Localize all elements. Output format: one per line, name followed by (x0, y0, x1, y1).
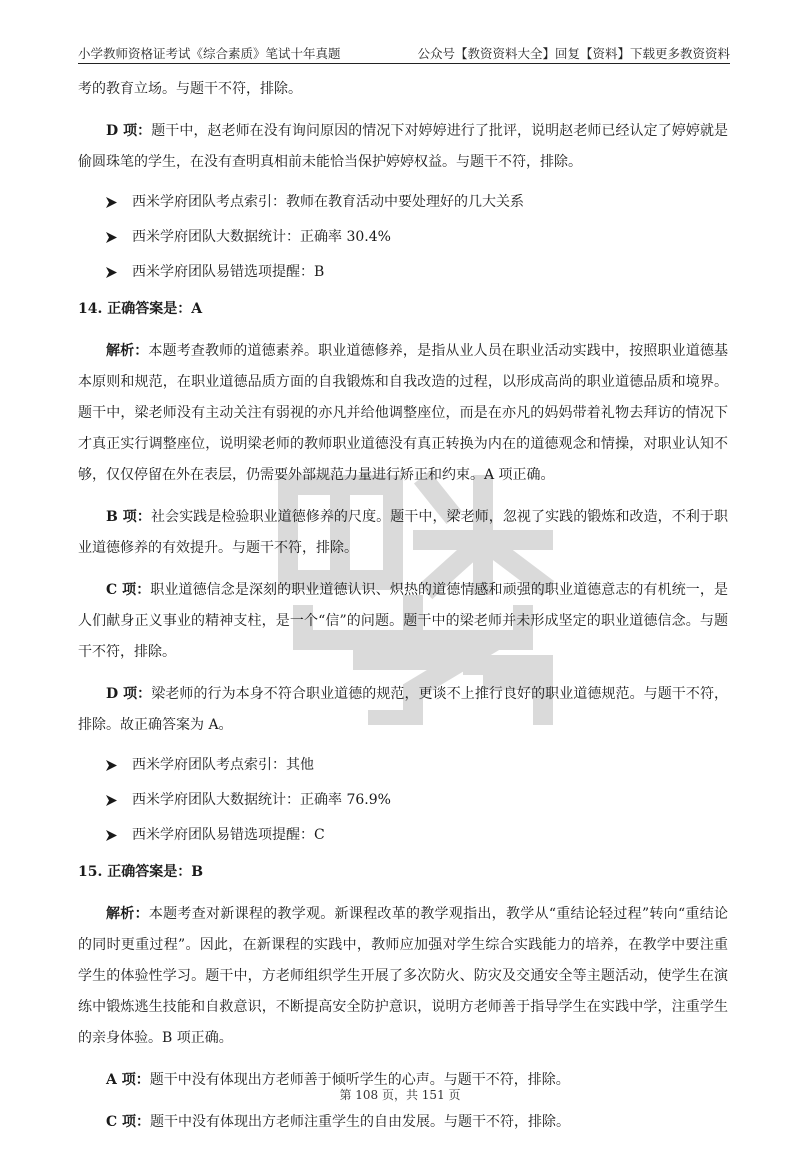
paragraph (78, 116, 728, 178)
page-number: 第 108 页，共 151 页 (339, 1088, 461, 1102)
header-left-title: 小学教师资格证考试《综合素质》笔试十年真题 (78, 46, 341, 61)
option-label: 解析： (106, 906, 149, 922)
paragraph-text: 社会实践是检验职业道德修养的尺度。题干中，梁老师，忽视了实践的锻炼和改造，不利于职业道德修养的有效提升。与题干不符，排除。 (78, 509, 728, 556)
paragraph (78, 899, 728, 1054)
option-label: A 项： (106, 1072, 150, 1088)
bullet-item (78, 224, 728, 250)
bullet-item (78, 787, 728, 813)
bullet-text: 西米学府团队考点索引：其他 (132, 756, 314, 773)
paragraph-text: 梁老师的行为本身不符合职业道德的规范，更谈不上推行良好的职业道德规范。与题干不符，排除。故正确答案为 A。 (78, 686, 729, 733)
bullet-item (78, 752, 728, 778)
bullet-text: 西米学府团队考点索引：教师在教育活动中要处理好的几大关系 (132, 193, 524, 210)
option-label: C 项： (106, 1114, 151, 1130)
document-body (78, 74, 728, 1149)
paragraph-text: 职业道德信念是深刻的职业道德认识、炽热的道德情感和顽强的职业道德意志的有机统一，是人们献身正义事业的精神支柱，是一个“信”的问题。题干中的梁老师并未形成坚定的职业道德信念。与题干不符，排除。 (78, 582, 728, 660)
bullet-item (78, 259, 728, 285)
paragraph-text: 本题考查教师的道德素养。职业道德修养，是指从业人员在职业活动实践中，按照职业道德基本原则和规范，在职业道德品质方面的自我锻炼和自我改造的过程，以形成高尚的职业道德品质和境界。题干中，梁老师没有主动关注有弱视的亦凡并给他调整座位，而是在亦凡的妈妈带着礼物去拜访的情况下才真正实行调整座位，说明梁老师的教师职业道德没有真正转换为内在的道德观念和情操，对职业认知不够，仅仅停留在外在表层，仍需要外部规范力量进行矫正和约束。A 项正确。 (78, 343, 729, 483)
option-label: B 项： (106, 509, 151, 525)
paragraph (78, 502, 728, 564)
bullet-text: 西米学府团队大数据统计：正确率 76.9% (132, 791, 391, 808)
question-answer-heading: 15. 正确答案是：B (78, 864, 204, 880)
bullet-text: 西米学府团队易错选项提醒：C (132, 826, 325, 843)
bullet-text: 西米学府团队大数据统计：正确率 30.4% (132, 228, 391, 245)
page-header (78, 40, 730, 62)
paragraph (78, 336, 728, 491)
paragraph (78, 1107, 728, 1138)
bullet-item (78, 822, 728, 848)
option-label: D 项： (106, 123, 152, 139)
arrowhead-bullet-icon (105, 231, 118, 244)
arrowhead-bullet-icon (105, 759, 118, 772)
paragraph-text: 题干中没有体现出方老师注重学生的自由发展。与题干不符，排除。 (150, 1114, 571, 1130)
bullet-text: 西米学府团队易错选项提醒：B (132, 263, 325, 280)
paragraph-text: 题干中，赵老师在没有询问原因的情况下对婷婷进行了批评，说明赵老师已经认定了婷婷就是偷圆珠笔的学生，在没有查明真相前未能恰当保护婷婷权益。与题干不符，排除。 (78, 123, 729, 170)
paragraph-text: 本题考查对新课程的教学观。新课程改革的教学观指出，教学从“重结论轻过程”转向“重结论的同时更重过程”。因此，在新课程的实践中，教师应加强对学生综合实践能力的培养，在教学中要注重学生的体验性学习。题干中，方老师组织学生开展了多次防火、防灾及交通安全等主题活动，使学生在演练中锻炼逃生技能和自救意识，不断提高安全防护意识，说明方老师善于指导学生在实践中学，注重学生的亲身体验。B 项正确。 (78, 906, 728, 1046)
arrowhead-bullet-icon (105, 266, 118, 279)
paragraph (78, 74, 728, 105)
question-answer-heading: 14. 正确答案是：A (78, 301, 203, 317)
paragraph-text: 考的教育立场。与题干不符，排除。 (78, 81, 302, 97)
paragraph-text: 题干中没有体现出方老师善于倾听学生的心声。与题干不符，排除。 (149, 1072, 570, 1088)
arrowhead-bullet-icon (105, 196, 118, 209)
option-label: D 项： (106, 686, 152, 702)
paragraph (78, 575, 728, 668)
option-label: C 项： (106, 582, 151, 598)
paragraph (78, 679, 728, 741)
header-right-note: 公众号【教资资料大全】回复【资料】下载更多教资资料 (417, 46, 730, 61)
header-divider (78, 63, 730, 64)
option-label: 解析： (106, 343, 149, 359)
arrowhead-bullet-icon (105, 829, 118, 842)
bullet-item (78, 189, 728, 215)
arrowhead-bullet-icon (105, 794, 118, 807)
